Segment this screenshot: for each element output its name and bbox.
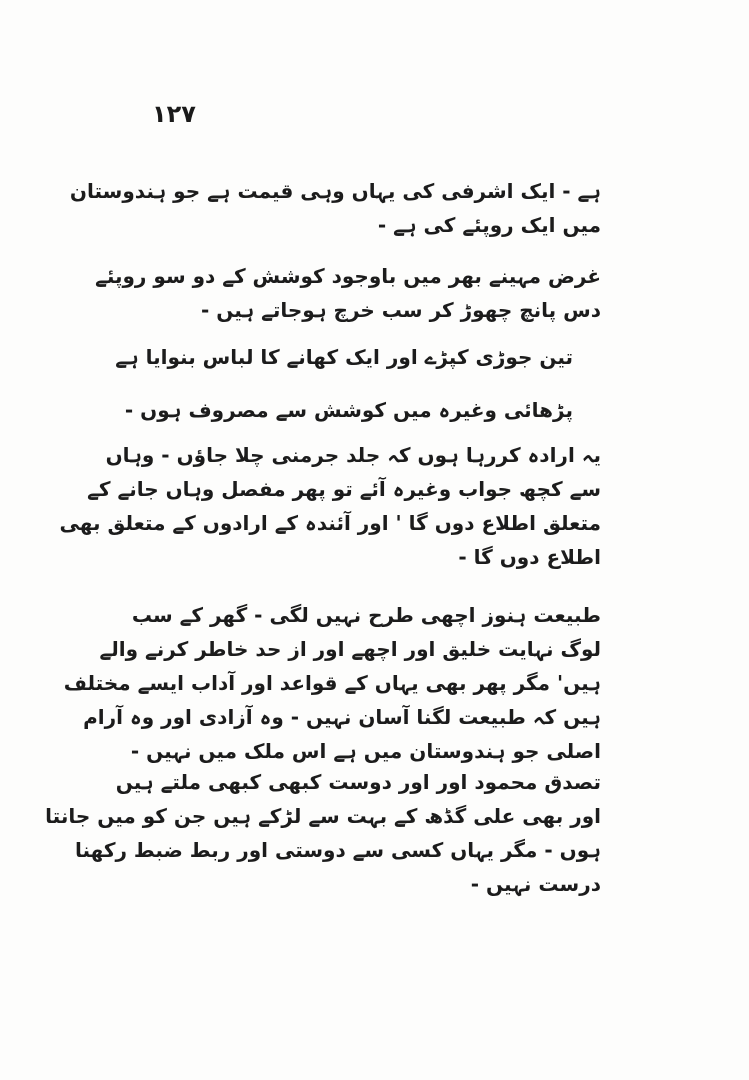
paragraph — [45, 765, 601, 901]
text-line: غرض مہینے بھر میں باوجود کوشش کے دو سو روپئے — [95, 264, 601, 288]
text-line: دس پانچ چھوڑ کر سب خرچ ہوجاتے ہیں - — [201, 298, 601, 322]
text-line: ہیں کہ طبیعت لگنا آسان نہیں - وہ آزادی اور وہ آرام — [83, 705, 601, 729]
text-line: ہیں' مگر پھر بھی یہاں کے قواعد اور آداب ایسے مختلف — [63, 671, 601, 695]
paragraph — [63, 598, 601, 768]
paragraph — [69, 174, 601, 242]
paragraph — [115, 340, 573, 374]
text-line: اصلی جو ہندوستان میں ہے اس ملک میں نہیں - — [130, 739, 601, 763]
text-line: درست نہیں - — [470, 872, 601, 896]
paragraph — [95, 259, 601, 327]
page-number: ١٢٧ — [152, 100, 196, 128]
paragraph — [59, 438, 601, 574]
text-line: پڑھائی وغیرہ میں کوشش سے مصروف ہوں - — [124, 398, 573, 422]
text-line: متعلق اطلاع دوں گا ' اور آئندہ کے ارادوں کے متعلق بھی — [59, 511, 601, 535]
text-line: سے کچھ جواب وغیرہ آئے تو پھر مفصل وہاں جانے کے — [87, 477, 601, 501]
text-line: لوگ نہایت خلیق اور اچھے اور از حد خاطر کرنے والے — [99, 637, 601, 661]
text-line: ہے - ایک اشرفی کی یہاں وہی قیمت ہے جو ہندوستان — [69, 179, 601, 203]
text-line: تصدق محمود اور اور دوست کبھی کبھی ملتے ہیں — [115, 770, 601, 794]
text-line: یہ ارادہ کررہا ہوں کہ جلد جرمنی چلا جاؤں - وہاں — [105, 443, 601, 467]
text-line: ہوں - مگر یہاں کسی سے دوستی اور ربط ضبط رکھنا — [74, 838, 601, 862]
text-line: اور بھی علی گڈھ کے بہت سے لڑکے ہیں جن کو میں جانتا — [45, 804, 601, 828]
text-line: طبیعت ہنوز اچھی طرح نہیں لگی - گھر کے سب — [131, 603, 601, 627]
text-line: اطلاع دوں گا - — [458, 545, 601, 569]
paragraph — [124, 393, 573, 427]
text-line: تین جوڑی کپڑے اور ایک کھانے کا لباس بنوایا ہے — [115, 345, 573, 369]
text-line: میں ایک روپئے کی ہے - — [377, 213, 601, 237]
